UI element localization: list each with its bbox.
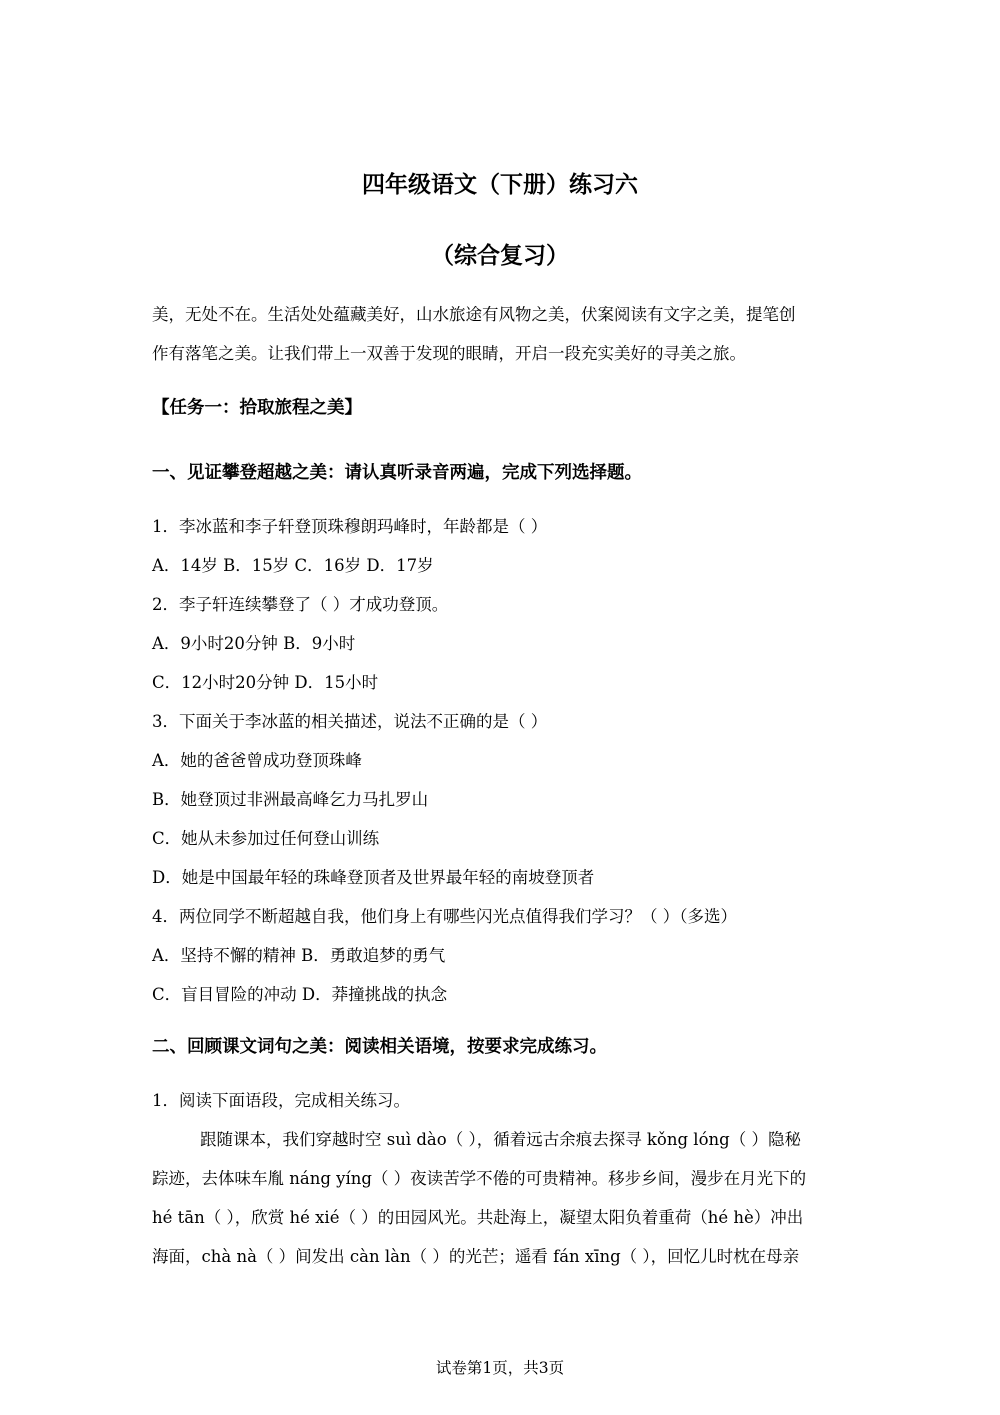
page-subtitle: （综合复习） [431,242,569,269]
page-title: 四年级语文（下册）练习六 [362,171,638,198]
passage-line-1: 跟随课本，我们穿越时空 suì dào（ ），循着远古余痕去探寻 kǒng lóng（ ）隐秘 [200,1130,801,1149]
question-line: 3．下面关于李冰蓝的相关描述，说法不正确的是（ ） [152,712,548,731]
passage-line-2: 踪迹，去体味车胤 náng yíng（ ）夜读苦学不倦的可贵精神。移步乡间，漫步在月光下的 [152,1169,807,1188]
section-1-heading: 一、见证攀登超越之美：请认真听录音两遍，完成下列选择题。 [152,463,642,483]
options-line: C．她从未参加过任何登山训练 [152,829,380,848]
question-line: 1．李冰蓝和李子轩登顶珠穆朗玛峰时，年龄都是（ ） [152,517,548,536]
options-line: A．9小时20分钟 B．9小时 [152,634,356,653]
options-line: A．14岁 B．15岁 C．16岁 D．17岁 [152,556,434,575]
question-line: 2．李子轩连续攀登了（ ）才成功登顶。 [152,595,449,614]
options-line: C．盲目冒险的冲动 D．莽撞挑战的执念 [152,985,448,1004]
page-footer: 试卷第1页，共3页 [435,1359,565,1377]
options-line: A．她的爸爸曾成功登顶珠峰 [152,751,362,770]
intro-line-1: 美，无处不在。生活处处蕴藏美好，山水旅途有风物之美，伏案阅读有文字之美，提笔创 [152,305,796,324]
question-line: 4．两位同学不断超越自我，他们身上有哪些闪光点值得我们学习？（ ）（多选） [152,907,737,926]
section-2-heading: 二、回顾课文词句之美：阅读相关语境，按要求完成练习。 [152,1037,607,1057]
task-heading: 【任务一：拾取旅程之美】 [152,398,362,418]
options-line: D．她是中国最年轻的珠峰登顶者及世界最年轻的南坡登顶者 [152,868,595,887]
passage-line-4: 海面，chà nà（ ）间发出 càn làn（ ）的光芒；遥看 fán xīng（ ），回忆儿时枕在母亲 [152,1247,800,1266]
question-line: 1．阅读下面语段，完成相关练习。 [152,1091,410,1110]
intro-line-2: 作有落笔之美。让我们带上一双善于发现的眼睛，开启一段充实美好的寻美之旅。 [152,344,746,363]
options-line: A．坚持不懈的精神 B．勇敢追梦的勇气 [152,946,446,965]
passage-line-3: hé tān（ ），欣赏 hé xié（ ）的田园风光。共赴海上，凝望太阳负着重荷（hé hè）冲出 [152,1208,804,1227]
options-line: C．12小时20分钟 D．15小时 [152,673,379,692]
options-line: B．她登顶过非洲最高峰乞力马扎罗山 [152,790,429,809]
